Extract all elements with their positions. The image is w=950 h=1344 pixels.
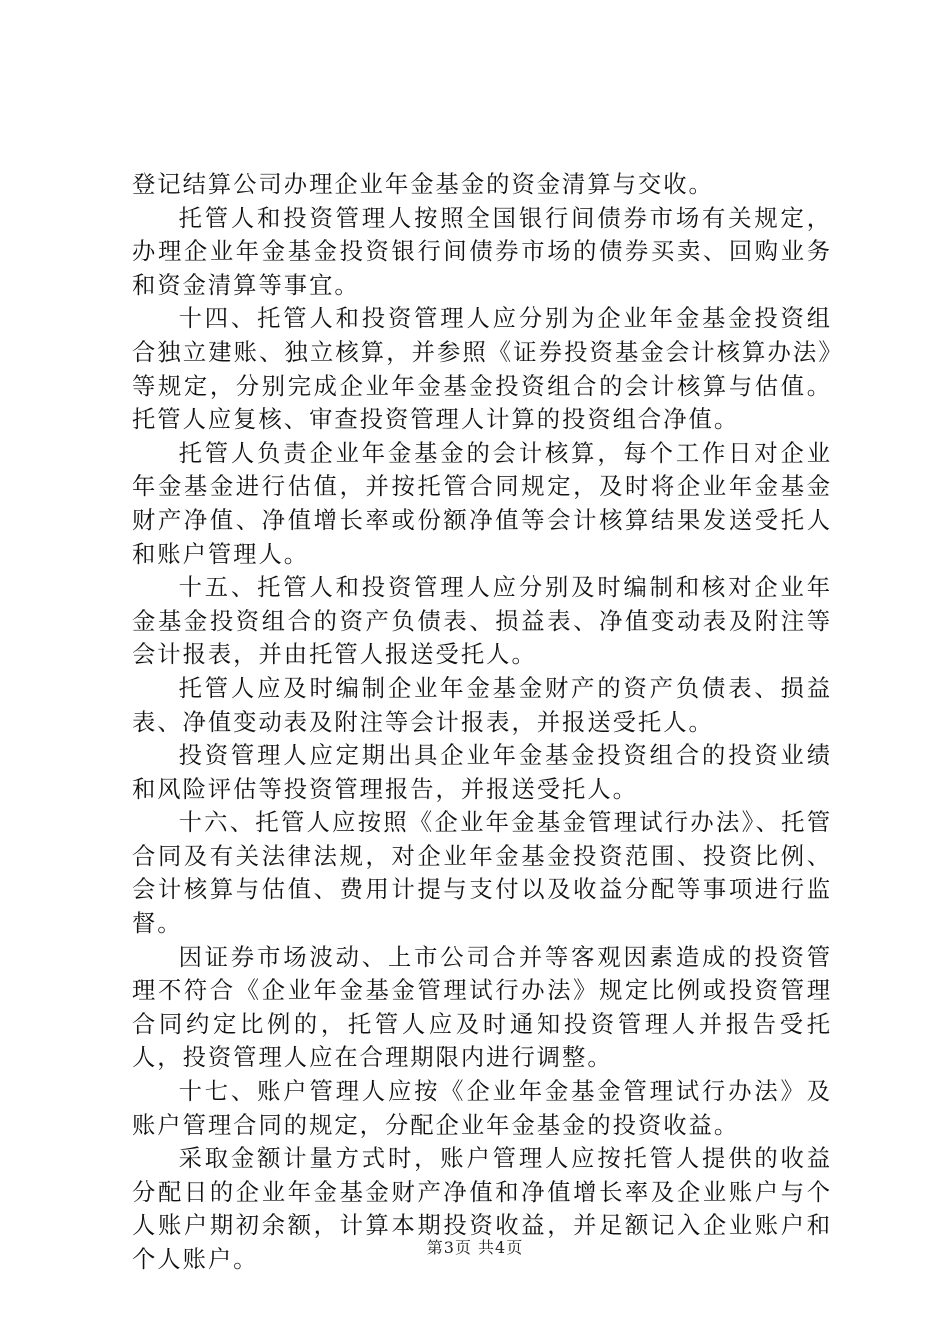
- paragraph: 因证券市场波动、上市公司合并等客观因素造成的投资管理不符合《企业年金基金管理试行办法》规定比例或投资管理合同约定比例的，托管人应及时通知投资管理人并报告受托人，投资管理人应在合理期限内进行调整。: [132, 943, 832, 1072]
- paragraph: 托管人应及时编制企业年金基金财产的资产负债表、损益表、净值变动表及附注等会计报表，并报送受托人。: [132, 674, 832, 736]
- page-footer: 第3页 共4页: [426, 1238, 524, 1257]
- paragraph: 采取金额计量方式时，账户管理人应按托管人提供的收益分配日的企业年金基金财产净值和净值增长率及企业账户与个人账户期初余额，计算本期投资收益，并足额记入企业账户和个人账户。: [132, 1145, 832, 1273]
- paragraph: 投资管理人应定期出具企业年金基金投资组合的投资业绩和风险评估等投资管理报告，并报送受托人。: [132, 742, 832, 803]
- paragraph: 十五、托管人和投资管理人应分别及时编制和核对企业年金基金投资组合的资产负债表、损益表、净值变动表及附注等会计报表，并由托管人报送受托人。: [132, 574, 832, 669]
- paragraph: 十七、账户管理人应按《企业年金基金管理试行办法》及账户管理合同的规定，分配企业年金基金的投资收益。: [132, 1078, 832, 1139]
- paragraph: 托管人和投资管理人按照全国银行间债券市场有关规定，办理企业年金基金投资银行间债券市场的债券买卖、回购业务和资金清算等事宜。: [132, 204, 832, 299]
- paragraph: 十四、托管人和投资管理人应分别为企业年金基金投资组合独立建账、独立核算，并参照《证券投资基金会计核算办法》等规定，分别完成企业年金基金投资组合的会计核算与估值。托管人应复核、审查投资管理人计算的投资组合净值。: [132, 305, 832, 434]
- document-body: [132, 168, 832, 1277]
- paragraph: 托管人负责企业年金基金的会计核算，每个工作日对企业年金基金进行估值，并按托管合同规定，及时将企业年金基金财产净值、净值增长率或份额净值等会计核算结果发送受托人和账户管理人。: [132, 439, 832, 568]
- paragraph: 登记结算公司办理企业年金基金的资金清算与交收。: [132, 171, 714, 198]
- paragraph: 十六、托管人应按照《企业年金基金管理试行办法》、托管合同及有关法律法规，对企业年金基金投资范围、投资比例、会计核算与估值、费用计提与支付以及收益分配等事项进行监督。: [132, 809, 832, 938]
